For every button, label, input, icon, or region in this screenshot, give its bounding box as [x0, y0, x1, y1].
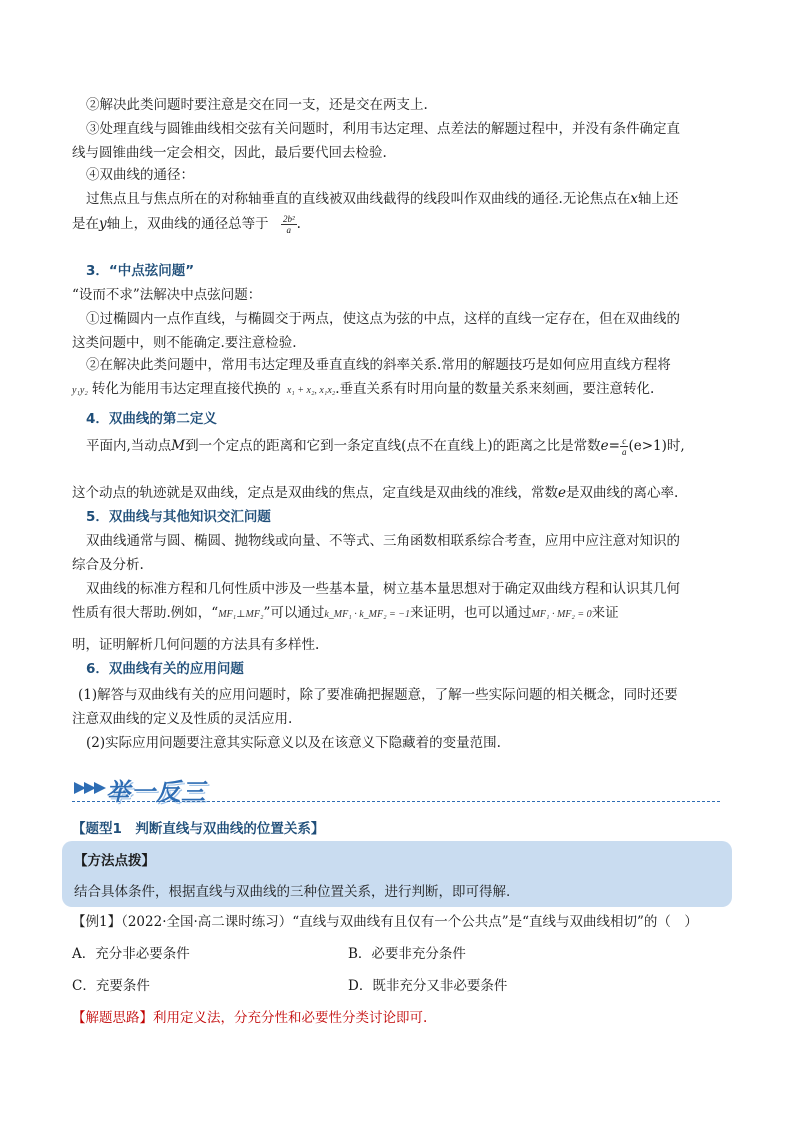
fraction-denominator: a — [621, 447, 627, 457]
math-vieta-terms: x₁ + x₂, x₁x₂ — [286, 385, 336, 396]
math-var: y — [99, 216, 107, 232]
text-span: 来证明，也可以通过 — [410, 605, 532, 621]
fraction-2b2-over-a — [281, 214, 297, 235]
text-span: 是双曲线的离心率. — [566, 485, 679, 501]
text-span: 性质有很大帮助.例如，“ — [72, 605, 219, 621]
section-heading-5: 5．双曲线与其他知识交汇问题 — [86, 509, 271, 525]
method-tips-title: 【方法点拨】 — [74, 853, 155, 869]
text-line: ②解决此类问题时要注意是交在同一支，还是交在两支上. — [86, 97, 428, 113]
text-line — [86, 190, 678, 208]
solution-line — [72, 1009, 427, 1027]
text-line: “设而不求”法解决中点弦问题： — [72, 287, 262, 303]
text-line: (1)解答与双曲线有关的应用问题时，除了要准确把握题意，了解一些实际问题的相关概念，同时还要 — [78, 687, 678, 703]
example-text: “直线与双曲线有且仅有一个公共点”是“直线与双曲线相切”的（ ） — [292, 914, 698, 930]
text-line: (2)实际应用问题要注意其实际意义以及在该意义下隐藏着的变量范围. — [86, 735, 501, 751]
text-span: . — [296, 216, 301, 232]
fraction-denominator: a — [286, 225, 292, 235]
dashed-divider — [72, 801, 720, 802]
text-span: 过焦点且与焦点所在的对称轴垂直的直线被双曲线截得的线段叫作双曲线的通径.无论焦点在 — [86, 191, 631, 207]
text-line — [86, 436, 685, 457]
text-span: 来证 — [591, 605, 619, 621]
text-line: 综合及分析. — [72, 557, 144, 573]
fraction-numerator: 2b² — [282, 214, 295, 224]
text-line — [72, 484, 678, 502]
text-line: 这类问题中，则不能确定.要注意检验. — [72, 335, 297, 351]
text-line — [72, 214, 301, 235]
section-heading-6: 6．双曲线有关的应用问题 — [86, 661, 244, 677]
solution-text: 利用定义法，分充分性和必要性分类讨论即可. — [153, 1010, 428, 1026]
solution-label: 【解题思路】 — [72, 1010, 153, 1026]
text-span: 平面内,当动点 — [86, 438, 172, 454]
text-line: 注意双曲线的定义及性质的灵活应用. — [72, 711, 293, 727]
text-line — [72, 604, 619, 624]
math-dot-product: MF₁ · MF₂ = 0 — [531, 609, 592, 620]
text-span: 转化为能用韦达定理直接代换的 — [91, 381, 281, 397]
text-span: 到一个定点的距离和它到一条定直线(点不在直线上)的距离之比是常数 — [185, 438, 601, 454]
text-line: ④双曲线的通径： — [86, 167, 194, 183]
banner-title: 举一反三 — [106, 777, 206, 806]
math-var: M — [171, 438, 186, 454]
text-line: 双曲线通常与圆、椭圆、抛物线或向量、不等式、三角函数相联系综合考查，应用中应注意对知识的 — [86, 533, 680, 549]
text-line: 线与圆锥曲线一定会相交，因此，最后要代回去检验. — [72, 145, 387, 161]
text-span: ”可以通过 — [263, 605, 325, 621]
option-b: B．必要非充分条件 — [348, 946, 466, 962]
text-line: 明，证明解析几何问题的方法具有多样性. — [72, 637, 320, 653]
text-span: 这个动点的轨迹就是双曲线，定点是双曲线的焦点，定直线是双曲线的准线，常数 — [72, 485, 558, 501]
option-d: D．既非充分又非必要条件 — [348, 978, 508, 994]
example-question — [72, 913, 698, 931]
text-line — [72, 380, 654, 400]
option-c: C．充要条件 — [72, 978, 150, 994]
fraction-numerator: c — [620, 436, 629, 447]
text-line: ③处理直线与圆锥曲线相交弦有关问题时，利用韦达定理、点差法的解题过程中，并没有条件确定直 — [86, 121, 680, 137]
text-span: 是在 — [72, 216, 99, 232]
math-y1y2: y₁y₂ — [72, 385, 88, 396]
text-line: 双曲线的标准方程和几何性质中涉及一些基本量，树立基本量思想对于确定双曲线方程和认识其几何 — [86, 581, 680, 597]
math-slope-product: k_MF₁ · k_MF₂ = −1 — [324, 609, 411, 620]
math-perpendicular: MF₁⊥MF₂ — [218, 609, 264, 620]
option-a: A．充分非必要条件 — [72, 946, 190, 962]
math-var: e — [558, 485, 566, 501]
method-tips-text: 结合具体条件，根据直线与双曲线的三种位置关系，进行判断，即可得解. — [74, 884, 511, 900]
text-span: 轴上，双曲线的通径总等于 — [106, 216, 269, 232]
text-span: 轴上还 — [637, 191, 679, 207]
section-heading-3: 3．“中点弦问题” — [86, 263, 195, 279]
text-span: .垂直关系有时用向量的数量关系来刻画，要注意转化. — [335, 381, 655, 397]
example-label: 【例1】 — [72, 914, 122, 930]
text-line: ①过椭圆内一点作直线，与椭圆交于两点，使这点为弦的中点，这样的直线一定存在，但在双曲线的 — [86, 311, 680, 327]
question-type-title: 【题型1 判断直线与双曲线的位置关系】 — [72, 821, 325, 837]
example-source: （2022·全国·高二课时练习） — [121, 914, 293, 930]
math-var: x — [630, 191, 638, 207]
section-heading-4: 4．双曲线的第二定义 — [86, 411, 217, 427]
text-span: (e>1)时, — [628, 438, 685, 454]
math-var: e= — [600, 438, 620, 454]
text-line: ②在解决此类问题中，常用韦达定理及垂直直线的斜率关系.常用的解题技巧是如何应用直线方程将 — [86, 357, 671, 373]
